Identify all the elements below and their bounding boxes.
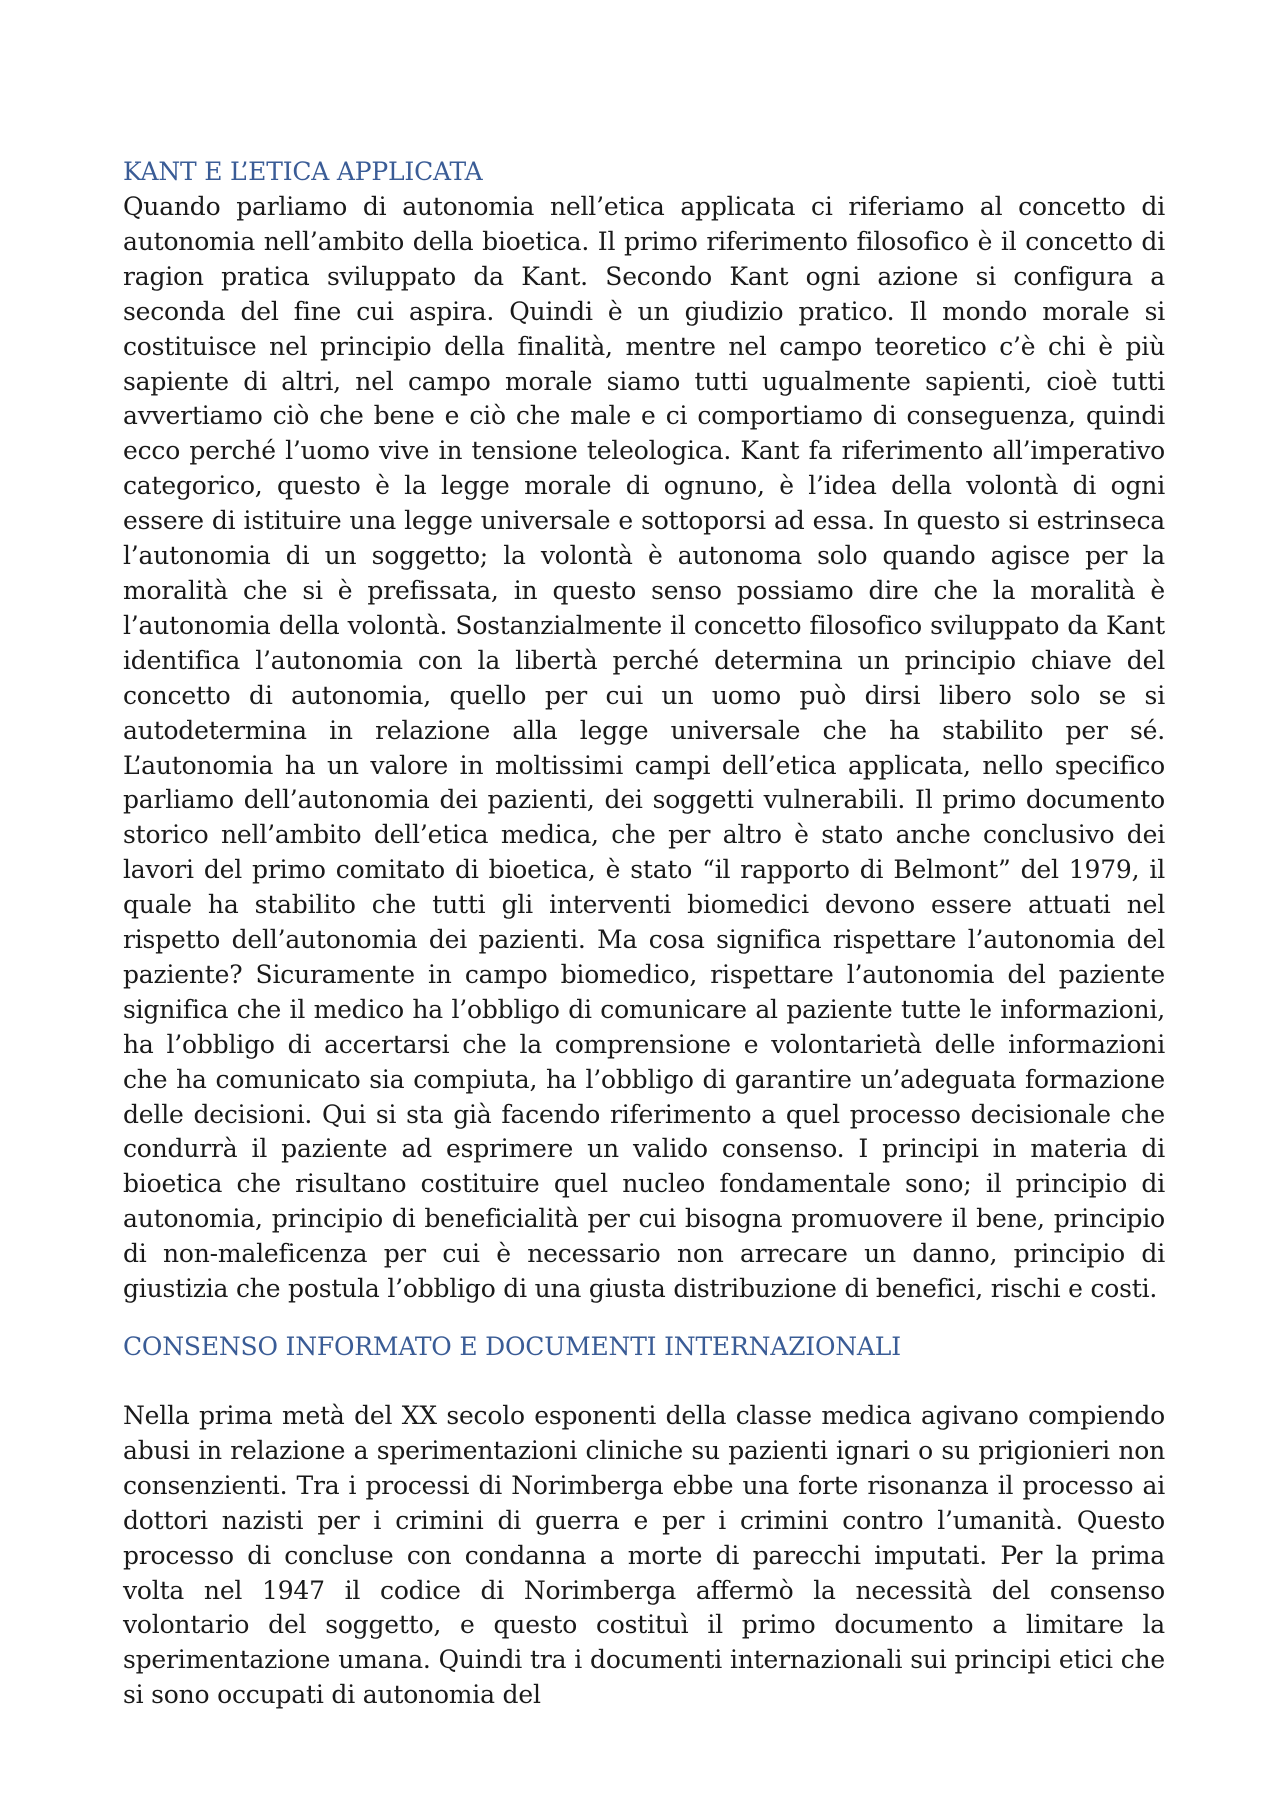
section-consenso [123, 1329, 1165, 1713]
section-paragraph: Nella prima metà del XX secolo esponenti della classe medica agivano compiendo abusi in relazione a sperimentazioni cliniche su pazienti ignari o su prigionieri non consenzienti. Tra i processi di Norimberga ebbe una forte risonanza il processo ai dottori nazisti per i crimini di guerra e per i crimini contro l’umanità. Questo processo di concluse con condanna a morte di parecchi imputati. Per la prima volta nel 1947 il codice di Norimberga affermò la necessità del consenso volontario del soggetto, e questo costituì il primo documento a limitare la sperimentazione umana. Quindi tra i documenti internazionali sui principi etici che si sono occupati di autonomia del [123, 1401, 1165, 1710]
document-content [123, 154, 1165, 1713]
section-kant [123, 154, 1165, 1307]
section-heading: KANT E L’ETICA APPLICATA [123, 157, 483, 186]
section-paragraph: Quando parliamo di autonomia nell’etica applicata ci riferiamo al concetto di autonomia nell’ambito della bioetica. Il primo riferimento filosofico è il concetto di ragion pratica sviluppato da Kant. Secondo Kant ogni azione si configura a seconda del fine cui aspira. Quindi è un giudizio pratico. Il mondo morale si costituisce nel principio della finalità, mentre nel campo teoretico c’è chi è più sapiente di altri, nel campo morale siamo tutti ugualmente sapienti, cioè tutti avvertiamo ciò che bene e ciò che male e ci comportiamo di conseguenza, quindi ecco perché l’uomo vive in tensione teleologica. Kant fa riferimento all’imperativo categorico, questo è la legge morale di ognuno, è l’idea della volontà di ogni essere di istituire una legge universale e sottoporsi ad essa. In questo si estrinseca l’autonomia di un soggetto; la volontà è autonoma solo quando agisce per la moralità che si è prefissata, in questo senso possiamo dire che la moralità è l’autonomia della volontà. Sostanzialmente il concetto filosofico sviluppato da Kant identifica l’autonomia con la libertà perché determina un principio chiave del concetto di autonomia, quello per cui un uomo può dirsi libero solo se si autodetermina in relazione alla legge universale che ha stabilito per sé. L’autonomia ha un valore in moltissimi campi dell’etica applicata, nello specifico parliamo dell’autonomia dei pazienti, dei soggetti vulnerabili. Il primo documento storico nell’ambito dell’etica medica, che per altro è stato anche conclusivo dei lavori del primo comitato di bioetica, è stato “il rapporto di Belmont” del 1979, il quale ha stabilito che tutti gli interventi biomedici devono essere attuati nel rispetto dell’autonomia dei pazienti. Ma cosa significa rispettare l’autonomia del paziente? Sicuramente in campo biomedico, rispettare l’autonomia del paziente significa che il medico ha l’obbligo di comunicare al paziente tutte le informazioni, ha l’obbligo di accertarsi che la comprensione e volontarietà delle informazioni che ha comunicato sia compiuta, ha l’obbligo di garantire un’adeguata formazione delle decisioni. Qui si sta già facendo riferimento a quel processo decisionale che condurrà il paziente ad esprimere un valido consenso. I principi in materia di bioetica che risultano costituire quel nucleo fondamentale sono; il principio di autonomia, principio di beneficialità per cui bisogna promuovere il bene, principio di non-maleficenza per cui è necessario non arrecare un danno, principio di giustizia che postula l’obbligo di una giusta distribuzione di benefici, rischi e costi. [123, 192, 1165, 1304]
section-heading: CONSENSO INFORMATO E DOCUMENTI INTERNAZIONALI [123, 1332, 901, 1361]
